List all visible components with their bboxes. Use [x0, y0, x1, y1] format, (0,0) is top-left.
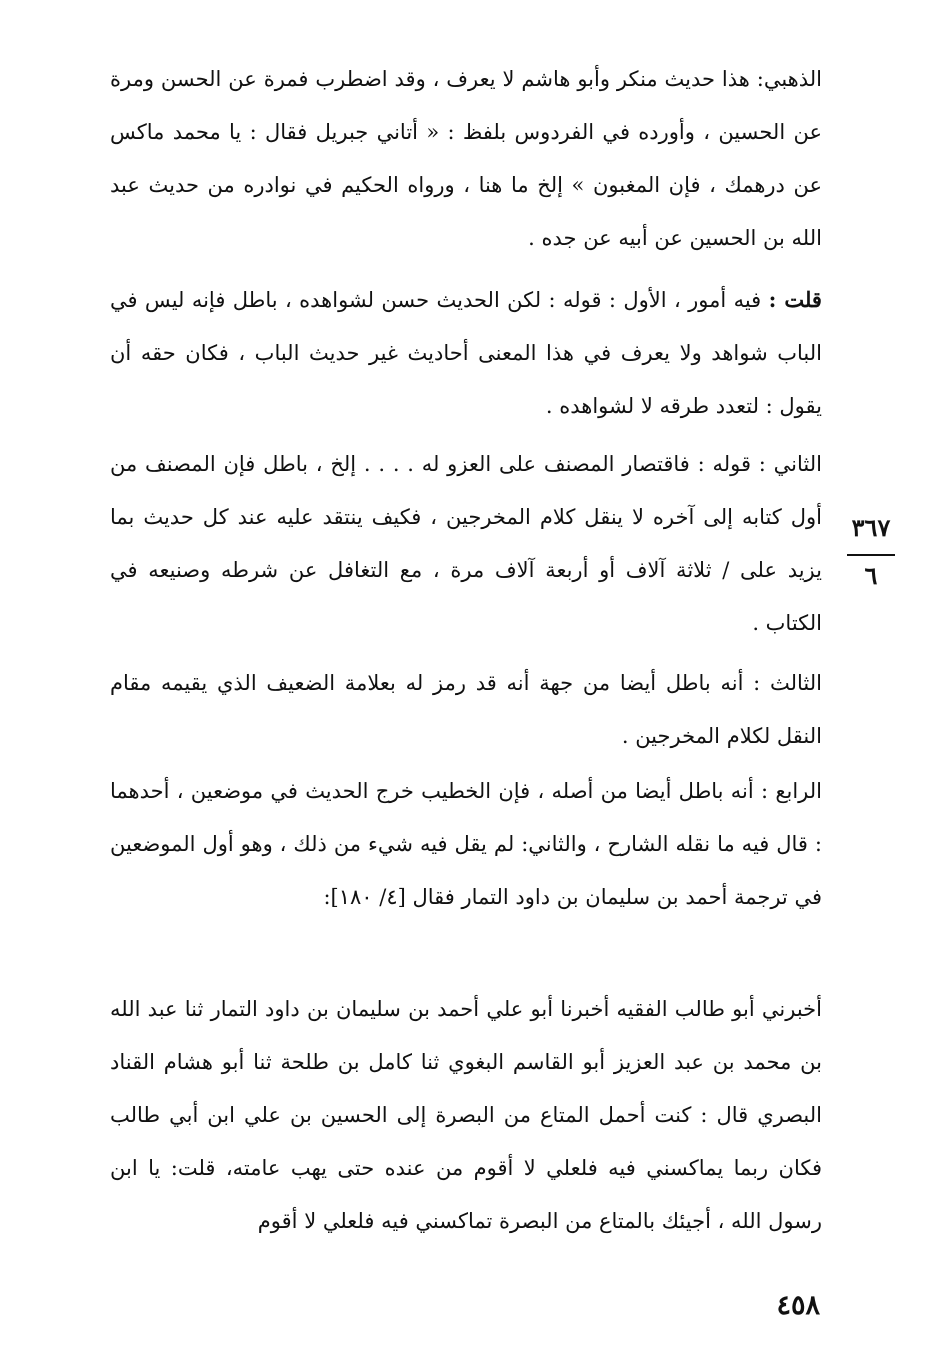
- paragraph-5: [110, 764, 822, 924]
- paragraph-3: [110, 437, 822, 650]
- paragraph-5-text: الرابع : أنه باطل أيضا من أصله ، فإن الخطيب خرج الحديث في موضعين ، أحدهما : قال فيه ما نقله الشارح ، والثاني: لم يقل فيه شيء من ذلك ، وهو أول الموضعين في ترجمة أحمد بن سليمان بن داود التمار فقال [٤/ ١٨٠]:: [110, 779, 822, 909]
- paragraph-3-text: الثاني : قوله : فاقتصار المصنف على العزو له . . . . إلخ ، باطل فإن المصنف من أول كتابه إلى آخره لا ينقل كلام المخرجين ، فكيف ينتقد عليه عند كل حديث بما يزيد على / ثلاثة آلاف أو أربعة آلاف مرة ، مع التغافل عن شرطه وصنيعه في الكتاب .: [110, 452, 822, 635]
- margin-reference-bottom: ٦: [864, 561, 878, 590]
- paragraph-6: [110, 982, 822, 1248]
- paragraph-1: [110, 52, 822, 265]
- paragraph-2: [110, 273, 822, 433]
- paragraph-4-text: الثالث : أنه باطل أيضا من جهة أنه قد رمز له بعلامة الضعيف الذي يقيمه مقام النقل لكلام المخرجين .: [110, 671, 822, 748]
- paragraph-6-text: أخبرني أبو طالب الفقيه أخبرنا أبو علي أحمد بن سليمان بن داود التمار ثنا عبد الله بن محمد بن عبد العزيز أبو القاسم البغوي ثنا كامل بن طلحة ثنا أبو هشام القناد البصري قال : كنت أحمل المتاع من البصرة إلى الحسين بن علي ابن أبي طالب فكان ربما يماكسني فيه فلعلي لا أقوم من عنده حتى يهب عامته، قلت: يا ابن رسول الله ، أجيئك بالمتاع من البصرة تماكسني فيه فلعلي لا أقوم: [110, 997, 822, 1233]
- margin-page-reference: [836, 510, 906, 594]
- paragraph-2-lead: قلت :: [768, 287, 822, 312]
- margin-reference-rule: [847, 554, 895, 556]
- page-number: ٤٥٨: [776, 1290, 820, 1321]
- paragraph-4: [110, 656, 822, 763]
- paragraph-2-text: فيه أمور ، الأول : قوله : لكن الحديث حسن لشواهده ، باطل فإنه ليس في الباب شواهد ولا يعرف في هذا المعنى أحاديث غير حديث الباب ، فكان حقه أن يقول : لتعدد طرقه لا لشواهده .: [110, 288, 822, 418]
- margin-reference-top: ٣٦٧: [851, 513, 891, 542]
- paragraph-1-text: الذهبي: هذا حديث منكر وأبو هاشم لا يعرف ، وقد اضطرب فمرة عن الحسن ومرة عن الحسين ، وأورده في الفردوس بلفظ : « أتاني جبريل فقال : يا محمد ماكس عن درهمك ، فإن المغبون » إلخ ما هنا ، ورواه الحكيم في نوادره من حديث عبد الله بن الحسين عن أبيه عن جده .: [110, 67, 822, 250]
